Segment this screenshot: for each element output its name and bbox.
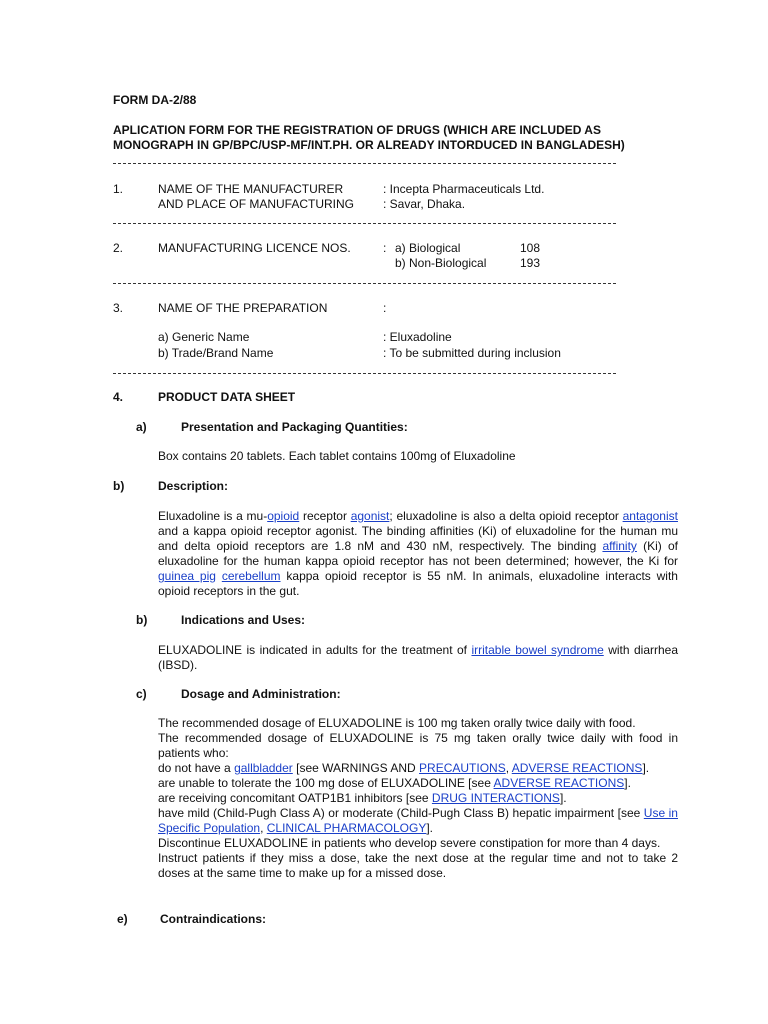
drug-interactions-link[interactable]: DRUG INTERACTIONS: [431, 791, 560, 805]
indications-text: ELUXADOLINE is indicated in adults for the treatment of: [158, 643, 472, 657]
place-value: : Savar, Dhaka.: [383, 197, 466, 211]
description-text: and a kappa opioid receptor agonist. The binding affinities (Ki) of eluxadoline for the human mu and delta opioid receptors are 1.8 nM and 430 nM, respectively. The binding: [158, 524, 678, 553]
adverse-reactions-link[interactable]: ADVERSE REACTIONS: [511, 761, 643, 775]
description-text: Eluxadoline is a mu-: [158, 509, 268, 523]
dosage-line: The recommended dosage of ELUXADOLINE is 75 mg taken orally twice daily with food in patients who:: [158, 731, 678, 760]
dosage-line: Discontinue ELUXADOLINE in patients who develop severe constipation for more than 4 days.: [158, 836, 661, 850]
manufacturer-label: NAME OF THE MANUFACTURER: [158, 182, 344, 196]
form-title-line-1: APLICATION FORM FOR THE REGISTRATION OF DRUGS (WHICH ARE INCLUDED AS: [113, 123, 601, 137]
licence-colon: :: [383, 241, 387, 255]
description-paragraph: [158, 509, 678, 599]
dosage-text: ].: [624, 776, 631, 790]
description-text: kappa opioid receptor is 55 nM. In animals, eluxadoline interacts with opioid receptors in the gut.: [158, 569, 678, 598]
divider: [113, 223, 616, 224]
dosage-text: ].: [642, 761, 650, 775]
section-4-number: 4.: [113, 390, 124, 404]
dosage-paragraph: [158, 716, 678, 881]
dosage-text: are receiving concomitant OATP1B1 inhibitors [see: [158, 791, 432, 805]
ibs-link[interactable]: irritable bowel syndrome: [471, 643, 604, 657]
subsection-b2-letter: b): [136, 613, 148, 627]
divider: [113, 373, 616, 374]
dosage-line: Instruct patients if they miss a dose, take the next dose at the regular time and not to take 2 doses at the same time to make up for a missed dose.: [158, 851, 678, 880]
preparation-colon: :: [383, 301, 387, 315]
generic-name-value: : Eluxadoline: [383, 330, 452, 344]
description-heading: Description:: [158, 479, 229, 493]
adverse-reactions-link[interactable]: ADVERSE REACTIONS: [493, 776, 625, 790]
dosage-line: [158, 761, 678, 776]
contraindications-heading: Contraindications:: [160, 912, 267, 926]
section-3-number: 3.: [113, 301, 124, 315]
indications-heading: Indications and Uses:: [181, 613, 306, 627]
guinea-pig-link[interactable]: guinea pig: [158, 569, 216, 583]
opioid-link[interactable]: opioid: [267, 509, 300, 523]
dosage-text: ].: [559, 791, 567, 805]
dosage-text: ,: [260, 821, 267, 835]
presentation-text: Box contains 20 tablets. Each tablet contains 100mg of Eluxadoline: [158, 449, 516, 463]
indications-paragraph: [158, 643, 678, 673]
place-label: AND PLACE OF MANUFACTURING: [158, 197, 355, 211]
dosage-text: [see WARNINGS AND: [292, 761, 420, 775]
dosage-text: ,: [505, 761, 512, 775]
divider: [113, 163, 616, 164]
non-biological-label: b) Non-Biological: [395, 256, 487, 270]
trade-name-label: b) Trade/Brand Name: [158, 346, 274, 360]
dosage-line: [158, 806, 678, 836]
dosage-heading: Dosage and Administration:: [181, 687, 341, 701]
dosage-line: The recommended dosage of ELUXADOLINE is 100 mg taken orally twice daily with food.: [158, 716, 636, 730]
dosage-line: [158, 776, 678, 791]
presentation-heading: Presentation and Packaging Quantities:: [181, 420, 408, 434]
specific-population-link[interactable]: Use in Specific Population: [158, 806, 678, 835]
cerebellum-link[interactable]: cerebellum: [221, 569, 281, 583]
dosage-text: are unable to tolerate the 100 mg dose of ELUXADOLINE [see: [158, 776, 494, 790]
biological-value: 108: [520, 241, 541, 255]
affinity-link[interactable]: affinity: [602, 539, 637, 553]
section-1-number: 1.: [113, 182, 124, 196]
subsection-b-letter: b): [113, 479, 125, 493]
licence-label: MANUFACTURING LICENCE NOS.: [158, 241, 351, 255]
manufacturer-value: : Incepta Pharmaceuticals Ltd.: [383, 182, 545, 196]
dosage-text: do not have a: [158, 761, 235, 775]
divider: [113, 283, 616, 284]
preparation-label: NAME OF THE PREPARATION: [158, 301, 328, 315]
description-text: (Ki) of eluxadoline for the human kappa opioid receptor has not been determined; however, the Ki for: [158, 539, 678, 568]
dosage-text: ].: [426, 821, 434, 835]
subsection-a-letter: a): [136, 420, 147, 434]
subsection-e-letter: e): [117, 912, 128, 926]
agonist-link[interactable]: agonist: [350, 509, 390, 523]
biological-label: a) Biological: [395, 241, 461, 255]
form-title-line-2: MONOGRAPH IN GP/BPC/USP-MF/INT.PH. OR ALREADY INTORDUCED IN BANGLADESH): [113, 138, 625, 152]
indications-text: with diarrhea (IBSD).: [158, 643, 679, 672]
subsection-c-letter: c): [136, 687, 147, 701]
generic-name-label: a) Generic Name: [158, 330, 250, 344]
dosage-text: have mild (Child-Pugh Class A) or moderate (Child-Pugh Class B) hepatic impairment [see: [158, 806, 644, 820]
clinical-pharmacology-link[interactable]: CLINICAL PHARMACOLOGY: [266, 821, 427, 835]
precautions-link[interactable]: PRECAUTIONS: [419, 761, 506, 775]
product-data-sheet-title: PRODUCT DATA SHEET: [158, 390, 296, 404]
form-id: FORM DA-2/88: [113, 93, 197, 107]
section-2-number: 2.: [113, 241, 124, 255]
gallbladder-link[interactable]: gallbladder: [234, 761, 293, 775]
trade-name-value: : To be submitted during inclusion: [383, 346, 561, 360]
description-text: ; eluxadoline is also a delta opioid receptor: [389, 509, 623, 523]
antagonist-link[interactable]: antagonist: [622, 509, 678, 523]
dosage-line: [158, 791, 678, 806]
description-text: receptor: [299, 509, 351, 523]
non-biological-value: 193: [520, 256, 541, 270]
